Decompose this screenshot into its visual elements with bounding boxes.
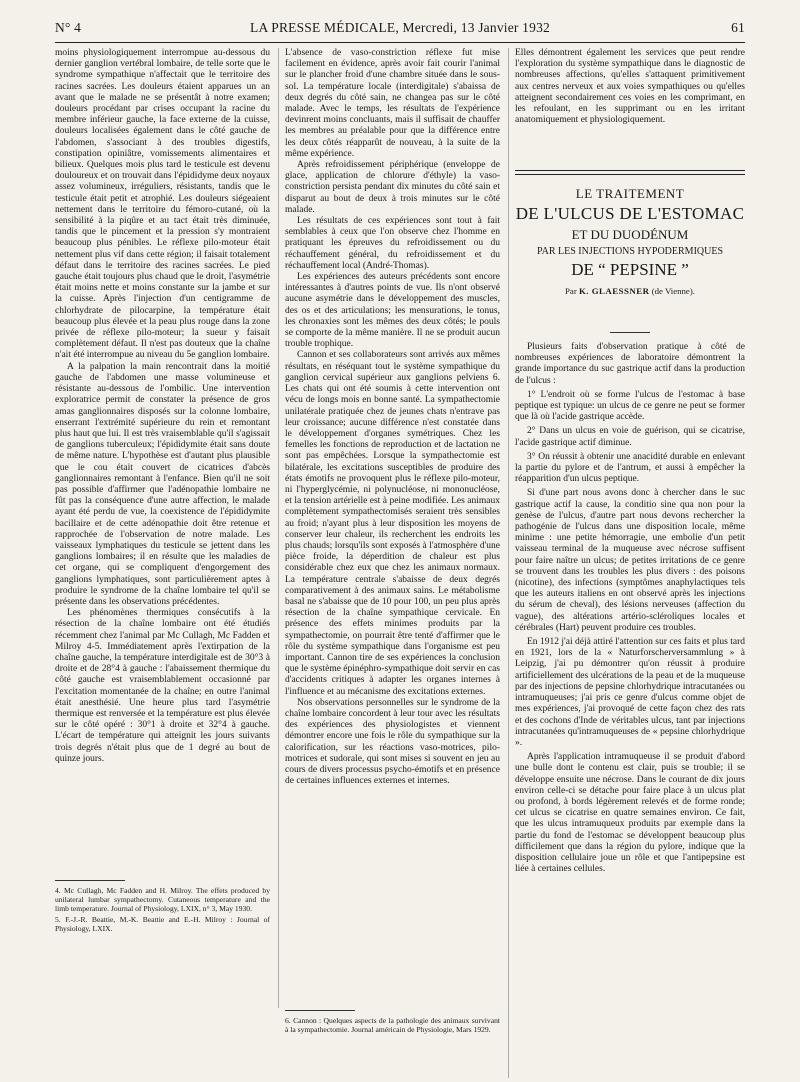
header-rule	[55, 42, 745, 43]
author-name: K. GLAESSNER	[578, 286, 650, 296]
article-title-line: PAR LES INJECTIONS HYPODERMIQUES	[536, 246, 724, 257]
footnotes-col2	[285, 1016, 500, 1036]
article-title-line: DE L'ULCUS DE L'ESTOMAC	[515, 204, 745, 223]
paragraph: 2° Dans un ulcus en voie de guérison, qui se cicatrise, l'acide gastrique actif diminue.	[515, 426, 745, 448]
paragraph: Nos observations personnelles sur le syndrome de la chaîne lombaire concordent à leur tour avec les résultats des expériences des physiologistes et viennent démontrer encore une fois le rôle du sympathique sur la calorification, sur les réactions vaso-motrices, pilo-motrices et sudorale, qui sont mises si souvent en jeu au cours de divers processus psycho-émotifs et en présence de certaines influences externes et internes.	[285, 697, 500, 787]
paragraph: Les expériences des auteurs précédents sont encore intéressantes à d'autres points de vue. Ils n'ont observé aucune asymétrie dans le développement des muscles, des os et des articulations; les mensurations, le tonus, les chronaxies sont les mêmes des deux côtés; le pouls se comporte de la même manière. Il ne se produit aucun trouble trophique.	[285, 272, 500, 350]
column-separator	[508, 48, 509, 1078]
article-title-line: ET DU DUODÉNUM	[571, 227, 689, 242]
footnote: 4. Mc Cullagh, Mc Fadden and H. Milroy. The effets produced by unilateral lumbar sympathectomy. Cutaneous temperature and the limb temperature. Journal of Physiology, LXIX, n° 3, May 1930.	[55, 886, 270, 913]
article-divider	[610, 332, 650, 333]
paragraph: Les résultats de ces expériences sont tout à fait semblables à ceux que l'on observe chez l'homme en pratiquant les épreuves du refroidissement ou du réchauffement général, du refroidissement et du réchauffement local (André-Thomas).	[285, 216, 500, 271]
column-1	[55, 48, 270, 882]
paragraph: En 1912 j'ai déjà attiré l'attention sur ces faits et plus tard en 1921, lors de la « Naturforscherversammlung » à Leipzig, j'ai pu démontrer qu'on réussit à produire artificiellement des ulcérations de la peau et de la muqueuse par des injections de pepsine chlorhydrique intracutanées ou intramuqueuses; j'ai pris ce genre d'ulcus comme objet de mes expériences, j'ai provoqué de cette façon chez des rats et des cochons d'Inde de véritables ulcus, tant par injections intracutanées qu'intramuqueuses de « pepsine chlorhydrique ».	[515, 637, 745, 748]
page-header	[55, 20, 745, 42]
author-affiliation: (de Vienne).	[651, 286, 695, 296]
article-heading	[515, 186, 745, 296]
column-separator	[278, 48, 279, 1008]
footnote-rule	[285, 1010, 355, 1011]
paragraph: Les phénomènes thermiques consécutifs à la résection de la chaîne lombaire ont été étudiés récemment chez l'animal par Mc Cullagh, Mc Fadden et Milroy 4-5. Immédiatement après l'extirpation de la chaîne gauche, la température interdigitale est de 30°3 à droite et de 28°4 à gauche : l'abaissement thermique du côté gauche est vraisemblablement occasionné par l'excitation momentanée de la chaîne; en outre l'animal était anesthésié. Une heure plus tard l'asymétrie thermique est renversée et la température est plus élevée sur le côté opéré : 30°1 à droite et 32°4 à gauche. L'écart de température qui atteignit les jours suivants trois degrés n'était plus que de 1 degré au bout de quinze jours.	[55, 608, 270, 764]
page-number: 61	[731, 20, 745, 35]
paragraph: 3° On réussit à obtenir une anacidité durable en enlevant la partie du pylore et de l'antrum, et aussi à empêcher la réapparition d'un ulcus peptique.	[515, 451, 745, 485]
paragraph: A la palpation la main rencontrait dans la moitié gauche de l'abdomen une masse volumineuse et résistante au-dessous de l'ombilic. Une intervention exploratrice permit de constater la présence de gros amas ganglionnaires disposés sur la colonne lombaire, enserrant l'extrémité supérieure du rein et remontant plus haut que lui. Il est très vraisemblable qu'il s'agissait de ganglions tuberculeux; l'épididymite était sans doute de même nature. L'hypothèse est d'autant plus plausible que le cou était couvert de cicatrices d'abcès ganglionnaires remontant à l'enfance. Bien qu'il ne soit pas possible d'affirmer que l'adénopathie lombaire ne fût pas la conséquence d'une autre affection, le malade ayant été perdu de vue, la coexistence de l'épididymite bacillaire et de cette adénopathie doit être retenue et rapprochée de l'observation de notre malade. Les vaisseaux lymphatiques du testicule se jettent dans les ganglions lombaires; il en résulte que les maladies de cet organe, qui se compliquent d'engorgement des ganglions lymphatiques, sont particulièrement aptes à produire le syndrome de la chaîne lombaire tel qu'il se présente dans les observations précédentes.	[55, 361, 270, 607]
article-rule	[515, 170, 745, 171]
paragraph: Si d'une part nous avons donc à chercher dans le suc gastrique actif la cause, la conditio sine qua non pour la genèse de l'ulcus, d'autre part nous devons rechercher la pathogénie de l'ulcus dans une disposition locale, même minime : une petite hémorragie, une embolie d'un petit vaisseau terminal de la muqueuse avec nécrose suffisent pour faire naître un ulcus; de petites irritations de ce genre se trouvent dans les troubles les plus divers : des poisons (nicotine), des infections (symptômes anaphylactiques tels que les auteurs italiens en ont observé après les injections du sérum de cheval), des lésions nerveuses (affection du vague), des altérations artério-scléroliques locales et cérébrales (Hart) peuvent produire ces troubles.	[515, 488, 745, 633]
footnote-rule	[55, 880, 125, 881]
journal-title: LA PRESSE MÉDICALE, Mercredi, 13 Janvier 1932	[250, 20, 550, 35]
issue-number: N° 4	[55, 20, 82, 35]
article-title-line: DE “ PEPSINE ”	[571, 260, 689, 279]
footnotes-col1	[55, 886, 270, 935]
article-body	[515, 342, 745, 1077]
column-2	[285, 48, 500, 998]
paragraph: Cannon et ses collaborateurs sont arrivés aux mêmes résultats, en réséquant tout le système sympathique du ganglion cervical supérieur aux ganglions pelviens 6. Les chats qui ont été soumis à cette intervention ont vécu de longs mois en bonne santé. La sympathectomie unilatérale pratiquée chez de jeunes chats n'entrave pas leur croissance; aucune différence n'est constatée dans le développement d'organes symétriques. Chez les femelles les fonctions de reproduction et de lactation ne sont pas empêchées. Lorsque la sympathectomie est bilatérale, les excitations susceptibles de produire des états émotifs ne provoquent plus le réflexe pilo-moteur, ni l'hyperglycémie, ni polynucléose, ni mononucléose, et la tension artérielle est à peine modifiée. Les animaux complètement sympathectomisés seraient très sensibles au froid; n'ayant plus à leur disposition les moyens de conserver leur chaleur, ils recherchent les endroits les plus chauds; lorsqu'ils sont exposés à l'atmosphère d'une pièce froide, la déperdition de chaleur est plus considérable chez eux que chez les animaux normaux. La température centrale s'abaisse de deux degrés comparativement à des animaux sains. Le métabolisme basal ne s'abaisse que de 10 pour 100, un peu plus après résection de la chaîne sympathique cervicale. En présence des effets minimes produits par la sympathectomie, on pourrait être tenté d'affirmer que le rôle du système sympathique dans l'organisme est peu important. Cannon tire de ses expériences la conclusion que le système épinéphro-sympathique doit servir en cas d'accidents critiques à adapter les organes internes à l'influence et au mécanisme des excitations externes.	[285, 350, 500, 697]
article-rule	[515, 174, 745, 175]
article-title-line: LE TRAITEMENT	[575, 186, 685, 201]
author-prefix: Par	[565, 286, 577, 296]
paragraph: 1° L'endroit où se forme l'ulcus de l'estomac à base peptique est typique: un ulcus de ce genre ne peut se former que là où l'acide gastrique accède.	[515, 389, 745, 423]
article-author	[515, 286, 745, 296]
paragraph: Après refroidissement périphérique (enveloppe de glace, application de chlorure d'éthyle) la vaso-constriction persista pendant dix minutes du côté sain et disparut au bout de deux à trois minutes sur le côté malade.	[285, 160, 500, 215]
footnote: 6. Cannon : Quelques aspects de la pathologie des animaux survivant à la sympathectomie. Journal américain de Physiologie, Mars 1929.	[285, 1016, 500, 1034]
paragraph: Après l'application intramuqueuse il se produit d'abord une bulle dont le contenu est clair, puis se trouble; il se développe ensuite une nécrose. Dans le courant de dix jours environ celle-ci se détache pour faire place à un ulcus plat ou profond, à bords légèrement relevés et de forme ronde; cet ulcus se cicatrise en quatre semaines environ. Ce fait, que les ulcus intramuqueux produits par exemple dans la partie du fond de l'estomac se développent beaucoup plus difficilement que dans la région du pylore, indique que la disposition cellulaire joue un rôle et que l'antipepsine est liée à certaines cellules.	[515, 752, 745, 875]
footnote: 5. F.-J.-R. Beattie, M.-K. Beattie and E.-H. Milroy : Journal of Physiology, LXIX.	[55, 915, 270, 933]
paragraph: Plusieurs faits d'observation pratique à côté de nombreuses expériences de laboratoire démontrent la grande importance du suc gastrique actif dans la production de l'ulcus :	[515, 342, 745, 386]
paragraph: moins physiologiquement interrompue au-dessous du dernier ganglion vertébral lombaire, de telle sorte que le syndrome sympathique n'affectait que le territoire des racines sacrées. Les douleurs étaient apparues un an avant que le malade ne se présentât à notre examen; douleurs procédant par crises occupant la racine du membre inférieur gauche, la face externe de la cuisse, douleurs localisées également dans le côté gauche de l'abdomen, s'associant à des troubles digestifs, constipation opiniâtre, vomissements alimentaires et bilieux. Quelques mois plus tard le testicule est devenu douloureux et on trouvait dans l'épididyme deux noyaux assez volumineux, irréguliers, résistants, tandis que le testicule était petit et atrophié. Les douleurs siégeaient nettement dans le territoire du fémoro-cutané, où la sensibilité à la piqûre et au tact était très diminuée, tandis que le pincement et la pression s'y montraient beaucoup plus pénibles. Le réflexe pilo-moteur était nettement plus vif dans cette région; il faisait totalement défaut dans le territoire des racines sacrées. Le pied gauche était toujours plus chaud que le droit, l'asymétrie était moins nette et moins constante sur la jambe et sur la cuisse. Après l'injection d'un centigramme de chlorhydrate de pilocarpine, la température était beaucoup plus élevée et la peau plus rouge dans la zone privée de réflexe pilo-moteur; la sueur y faisait complètement défaut. Il n'est pas douteux que la chaîne n'ait été interrompue au niveau du 5e ganglion lombaire.	[55, 48, 270, 361]
column-3	[515, 48, 745, 168]
paragraph: Elles démontrent également les services que peut rendre l'exploration du système sympathique dans le diagnostic de nombreuses affections, qu'elles s'attaquent primitivement aux centres nerveux et aux voies sympathiques ou qu'elles atteignent secondairement ces voies en les comprimant, en les refoulant, en les supprimant ou en les irritant anatomiquement et physiologiquement.	[515, 48, 745, 126]
paragraph: L'absence de vaso-constriction réflexe fut mise facilement en évidence, après avoir fait courir l'animal sur le plancher froid d'une chambre située dans le sous-sol. La température locale (interdigitale) s'abaissa de deux degrés du côté sain, ne changea pas sur le côté malade. Avec le temps, les résultats de l'expérience devinrent moins concluants, mais il suffisait de chauffer les membres au préalable pour que la différence entre les deux côtés réapparût de nouveau, à la suite de la même expérience.	[285, 48, 500, 159]
